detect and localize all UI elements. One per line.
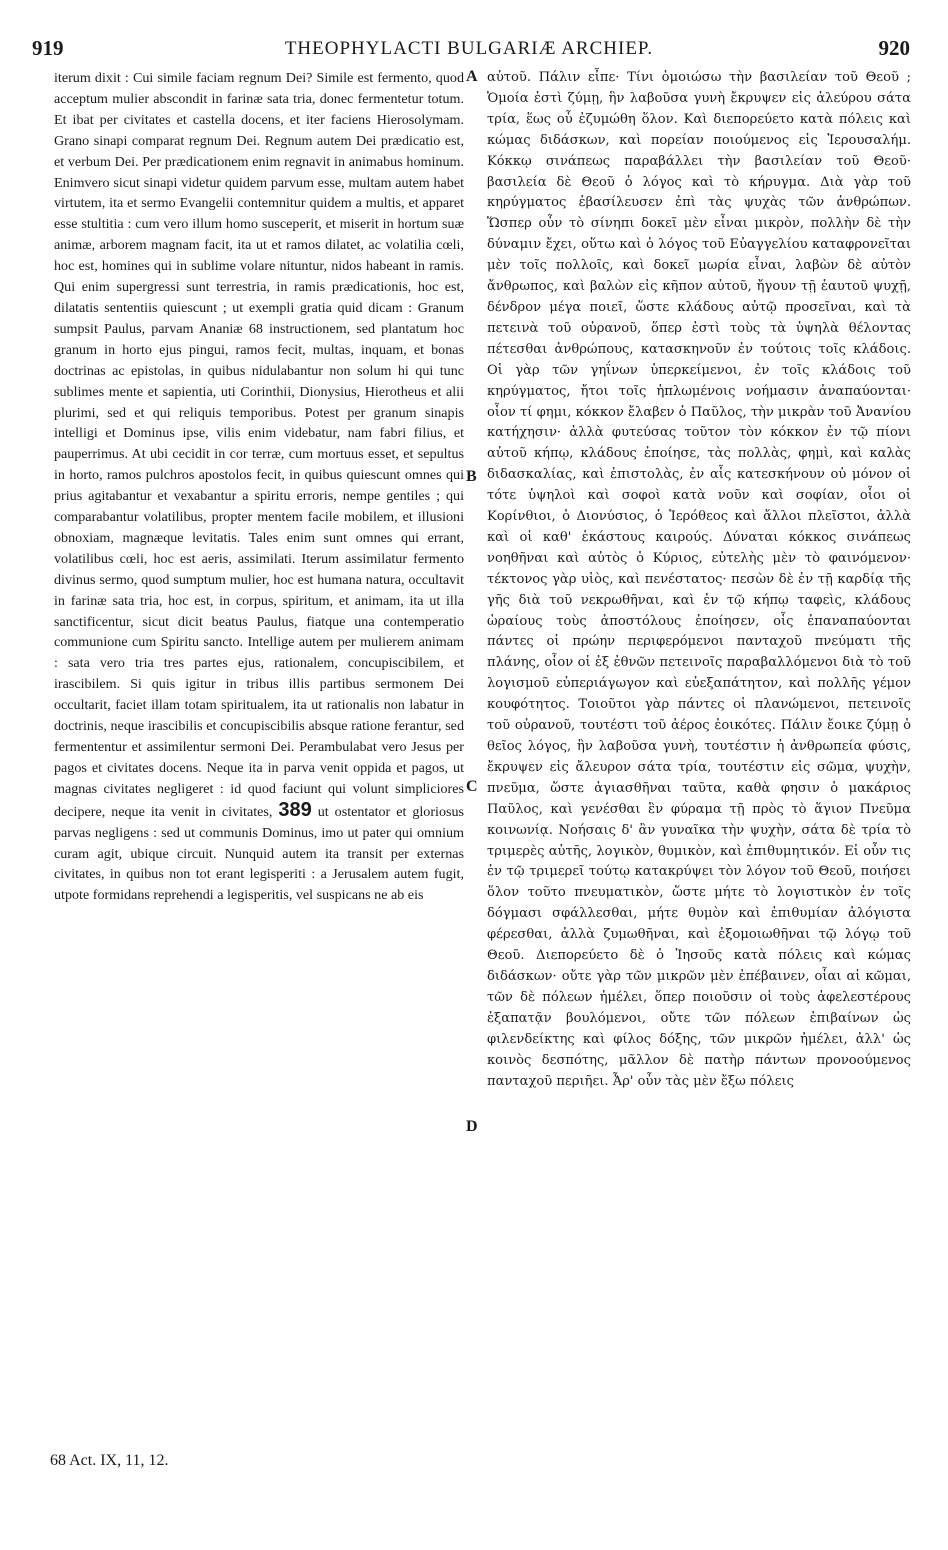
page-number-right: 920 [878,36,910,60]
greek-text: αὐτοῦ. Πάλιν εἶπε· Τίνι ὁμοιώσω τὴν βασιλείαν τοῦ Θεοῦ ; Ὁμοία ἐστὶ ζύμῃ, ἣν λαβοῦσα γυνὴ ἔκρυψεν εἰς ἀλεύρου σάτα τρία, ἕως οὗ ἐζυμώθη ὅλον. Καὶ διεπορεύετο κατὰ πόλεις καὶ κώμας διδάσκων, καὶ πορείαν ποιούμενος εἰς Ἱερουσαλήμ. Κόκκῳ σινάπεως παραβάλλει τὴν βασιλείαν τοῦ Θεοῦ· βασιλεία δὲ Θεοῦ ὁ λόγος καὶ τὸ κήρυγμα. Διὰ γὰρ τοῦ κηρύγματος ἐβασίλευσεν ἐπὶ τὰς ψυχὰς τῶν ἀνθρώπων. Ὥσπερ οὖν τὸ σίνηπι δοκεῖ μὲν εἶναι μικρὸν, πολλὴν δὲ τὴν δύναμιν ἔχει, οὕτω καὶ ὁ λόγος τοῦ Εὐαγγελίου καταφρονεῖται μὲν τοῖς πολλοῖς, καὶ δοκεῖ μωρία εἶναι, λαβὼν δὲ αὐτὸν ἄνθρωπος, καὶ βαλὼν εἰς κῆπον αὐτοῦ, ἤγουν τῇ ἑαυτοῦ ψυχῇ, δένδρον μέγα ποιεῖ, ὥστε κλάδους αὐτῷ προσεῖναι, καὶ τὰ πετεινὰ τοῦ οὐρανοῦ, ὅπερ ἐστὶ τοὺς τὰ ὑψηλὰ θέλοντας πέτεσθαι ἀνθρώπους, κατασκηνοῦν ἐν τούτοις τοῖς κλάδοις. Οἱ γὰρ τῶν γηΐνων ὑπερκείμενοι, ἐν τοῖς κλάδοις τοῦ κηρύγματος, ἤτοι τοῖς ἡπλωμένοις νοήμασιν ἀναπαύονται· οἷον τί φημι, κόκκον ἔλαβεν ὁ Παῦλος, τὴν μικρὰν τοῦ Ἀνανίου κατήχησιν· ἀλλὰ φυτεύσας τοῦτον τὸν κόκκον ἐν τῷ πίονι αὐτοῦ κήπῳ, κλάδους ἐποίησε, τὰς πολλὰς, φημὶ, καὶ καλὰς διδασκαλίας, καὶ ἐπιστολὰς, ἐν αἷς κατεσκήνουν οὐ μόνον οἱ τότε ὑψηλοὶ καὶ σοφοὶ κατὰ νοῦν καὶ σοφίαν, οἷοι οἱ Κορίνθιοι, ὁ Διονύσιος, ὁ Ἱερόθεος καὶ ἄλλοι πλεῖστοι, ἀλλὰ καὶ οἱ καθ' ἑκάστους καιρούς. Δύναται κόκκος σινάπεως νοηθῆναι καὶ αὐτὸς ὁ Κύριος, εὐτελὴς μὲν τὸ φαινόμενον· τέκτονος γὰρ υἱὸς, καὶ πενέστατος· πεσὼν δὲ ἐν τῇ καρδίᾳ τῆς γῆς διὰ τοῦ νεκρωθῆναι, καὶ ἐν τῷ κήπῳ ταφεὶς, κλάδους ὡραίους τοὺς ἀποστόλους ἐποίησεν, οἷς ἐπαναπαύονται πάντες οἱ πρώην περιφερόμενοι πανταχοῦ πνεύματι τῆς πλάνης, οἷον οἱ ἐξ ἐθνῶν πετεινοῖς παραβαλλόμενοι διὰ τὸ τοῦ λογισμοῦ εὐπεριάγωγον καὶ εὐεξαπάτητον, καὶ πολλῆς γέμον κουφότητος. Τοιοῦτοι γὰρ πάντες οἱ πλανώμενοι, πετεινοῖς τοῦ οὐρανοῦ, τουτέστι τοῦ ἀέρος ἐοικότες. Πάλιν ἔοικε ζύμῃ ὁ θεῖος λόγος, ἣν λαβοῦσα γυνὴ, τουτέστιν ἡ ἀνθρωπεία φύσις, ἔκρυψεν εἰς ἄλευρον σάτα τρία, τουτέστιν εἰς σῶμα, ψυχὴν, πνεῦμα, ὥστε ἁγιασθῆναι ταῦτα, καθὰ φησιν ὁ μακάριος Παῦλος, καὶ γενέσθαι ἓν φύραμα τῇ πρὸς τὸ ἅγιον Πνεῦμα κοινωνίᾳ. Νοήσαις δ' ἂν γυναῖκα τὴν ψυχὴν, σάτα δὲ τρία τὸ τριμερὲς αὐτῆς, λογικὸν, θυμικὸν, καὶ ἐπιθυμητικόν. Εἰ οὖν τις ἐν τῷ τριμερεῖ τούτῳ κατακρύψει τὸν λόγον τοῦ Θεοῦ, ποιήσει ὅλον τοῦτο πνευματικὸν, ὥστε μήτε τὸ λογιστικὸν ἐν τοῖς δόγμασι σφάλλεσθαι, μήτε θυμὸν καὶ ἐπιθυμίαν ἀλόγιστα φέρεσθαι, ἀλλὰ ζυμωθῆναι, καὶ ἐξομοιωθῆναι τῷ λόγῳ τοῦ Θεοῦ. Διεπορεύετο δὲ ὁ Ἰησοῦς κατὰ πόλεις καὶ κώμας διδάσκων· οὔτε γὰρ τῶν μικρῶν μὲν ἐπέβαινεν, οἷαι αἱ κῶμαι, τῶν δὲ πόλεων ἠμέλει, ὅπερ ποιοῦσιν οἱ τοὺς ἀφελεστέρους ἐξαπατᾷν βουλόμενοι, οὔτε τῶν πόλεων ἐπιβαίνων ὡς φιλενδείκτης καὶ φίλος δόξης, τῶν μικρῶν ἠμέλει, ἀλλ' ὡς κοινὸς δεσπότης, μᾶλλον δὲ πατὴρ πάντων προνοούμενος πανταχοῦ περιῆει. Ἆρ' οὖν τὰς μὲν ἔξω πόλεις [487,70,911,1089]
page-header [28,36,910,64]
inline-page-number: 389 [278,798,312,821]
greek-column [487,68,911,1092]
section-marker-b: B [466,468,477,485]
section-marker-d: D [466,1118,478,1135]
page-number-left: 919 [32,36,64,60]
latin-text [54,68,464,906]
latin-text-after: ut ostentator et gloriosus parvas negligens : sed ut communis Dominus, imo ut pater qui omnium curam agit, ubique circuit. Nunquid autem ita transit per externas civitates, in quibus non tot erant legisperiti : a Jerusalem autem fugit, utpote formidans reprehendi a legisperitis, vel suspicans ne ab eis [54,803,465,904]
latin-column [54,68,464,906]
running-title: THEOPHYLACTI BULGARIÆ ARCHIEP. [284,38,654,59]
latin-text-before: iterum dixit : Cui simile faciam regnum Dei? Simile est fermento, quod acceptum mulier abscondit in farinæ sata tria, donec fermentetur totum. Et ibat per civitates et castella docens, et iter faciens Hierosolymam. Grano sinapi comparat regnum Dei. Regnum autem Dei prædicatio est, et verbum Dei. Per prædicationem enim regnavit in animabus hominum. Enimvero sicut sinapi videtur quidem parvum esse, multam autem habet virtutem, ita et sermo Evangelii contemnitur quidem a multis, et apparet esse stultitia : cum vero illum homo susceperit, et miserit in hortum suæ animæ, arborem magnam facit, ita ut et ramos dilatet, ac volatilia cœli, hoc est, homines qui in sublime volare nituntur, nidos habeant in ramis. Qui enim supergressi sunt terrestria, in ramis prædicationis, hoc est, dilatatis sententiis quiescunt ; ut exempli gratia quid dicam : Granum sumpsit Paulus, parvam Ananiæ 68 instructionem, sed plantatum hoc granum in horto ejus pingui, ramos fecit, multas, inquam, et bonas doctrinas ac epistolas, in quibus nidulabantur non solum hi qui tunc sublimes mente et sapientia, uti Corinthii, Dionysius, Hierotheus et alii plurimi, sed et qui reliquis temporibus. Potest per granum sinapis intelligi et Dominus ipse, vilis enim videbatur, nam fabri filius, et pauperrimus. At ubi cecidit in cor terræ, cum mortuus esset, et sepultus in horto, ramos pulchros apostolos fecit, in quibus quiescunt omnes qui prius agitabantur et vexabantur a spiritu erroris, nempe gentiles ; qui comparabantur volatilibus, propter mentem facile mobilem, et illusioni obnoxiam, magnæque levitatis. Tales enim sunt omnes qui errant, volatilibus cœli, hoc est aeris, assimilati. Iterum assimilatur fermento divinus sermo, quod sumptum mulier, hoc est humana natura, occultavit in farinæ sata tria, hoc est, in corpus, spiritum, et animam, ita ut illa sanctificentur, sicut dicit beatus Paulus, fiatque una contemperatio communione cum Spiritu sancto. Intellige autem per mulierem animam : sata vero tria tres partes ejus, rationalem, concupiscibilem, et irascibilem. Si quis igitur in tribus illis partibus sermonem Dei occultarit, faciet illam totam spiritualem, ita ut rationalis non labatur in doctrinis, neque irascibilis et concupiscibilis absque ratione ferantur, sed fermententur et assimilentur sermoni Dei. Perambulabat vero Jesus per pagos et civitates docens. Neque ita in parva venit oppida et pagos, ut magnas civitates negligeret : id quod faciunt qui volunt simpliciores decipere, neque ita venit in civitates, [54,70,464,820]
section-marker-a: A [466,68,478,85]
section-marker-c: C [466,778,478,795]
footnote: 68 Act. IX, 11, 12. [50,1452,169,1469]
